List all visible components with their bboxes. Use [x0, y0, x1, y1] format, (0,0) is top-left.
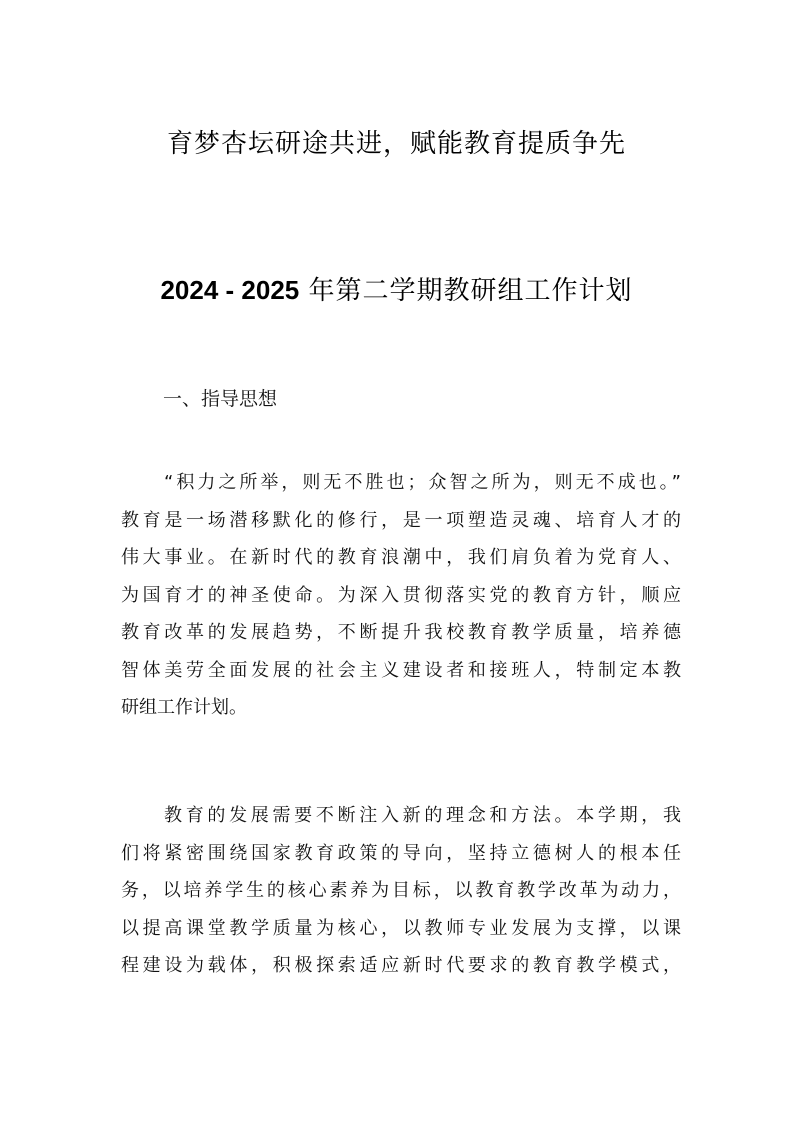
subtitle-year-range: 2024 - 2025 [160, 275, 300, 305]
paragraph-line: “积力之所举，则无不胜也；众智之所为，则无不成也。” [164, 472, 681, 493]
paragraph-line: 为国育才的神圣使命。为深入贯彻落实党的教育方针，顺应 [121, 584, 681, 606]
paragraph-line: 教育的发展需要不断注入新的理念和方法。本学期，我 [164, 805, 681, 826]
document-subtitle [0, 268, 793, 313]
paragraph-line: 教育改革的发展趋势，不断提升我校教育教学质量，培养德 [121, 622, 681, 643]
paragraph-line: 以提高课堂教学质量为核心，以教师专业发展为支撑，以课 [121, 917, 681, 939]
document-title: 育梦杏坛研途共进，赋能教育提质争先 [166, 129, 626, 159]
paragraph-line: 伟大事业。在新时代的教育浪潮中，我们肩负着为党育人、 [121, 547, 681, 568]
paragraph-line: 研组工作计划。 [121, 697, 247, 718]
paragraph-line: 智体美劳全面发展的社会主义建设者和接班人，特制定本教 [121, 659, 681, 681]
paragraph-guiding-thought [121, 464, 681, 727]
section-heading: 一、指导思想 [163, 388, 278, 410]
paragraph-line: 程建设为载体，积极探索适应新时代要求的教育教学模式， [121, 955, 681, 976]
paragraph-line: 务，以培养学生的核心素养为目标，以教育教学改革为动力， [121, 880, 681, 901]
paragraph-line: 们将紧密围绕国家教育政策的导向，坚持立德树人的根本任 [121, 842, 681, 864]
subtitle-text: 年第二学期教研组工作计划 [299, 276, 633, 306]
paragraph-line: 教育是一场潜移默化的修行，是一项塑造灵魂、培育人才的 [121, 509, 681, 531]
paragraph-education-development [121, 797, 681, 985]
